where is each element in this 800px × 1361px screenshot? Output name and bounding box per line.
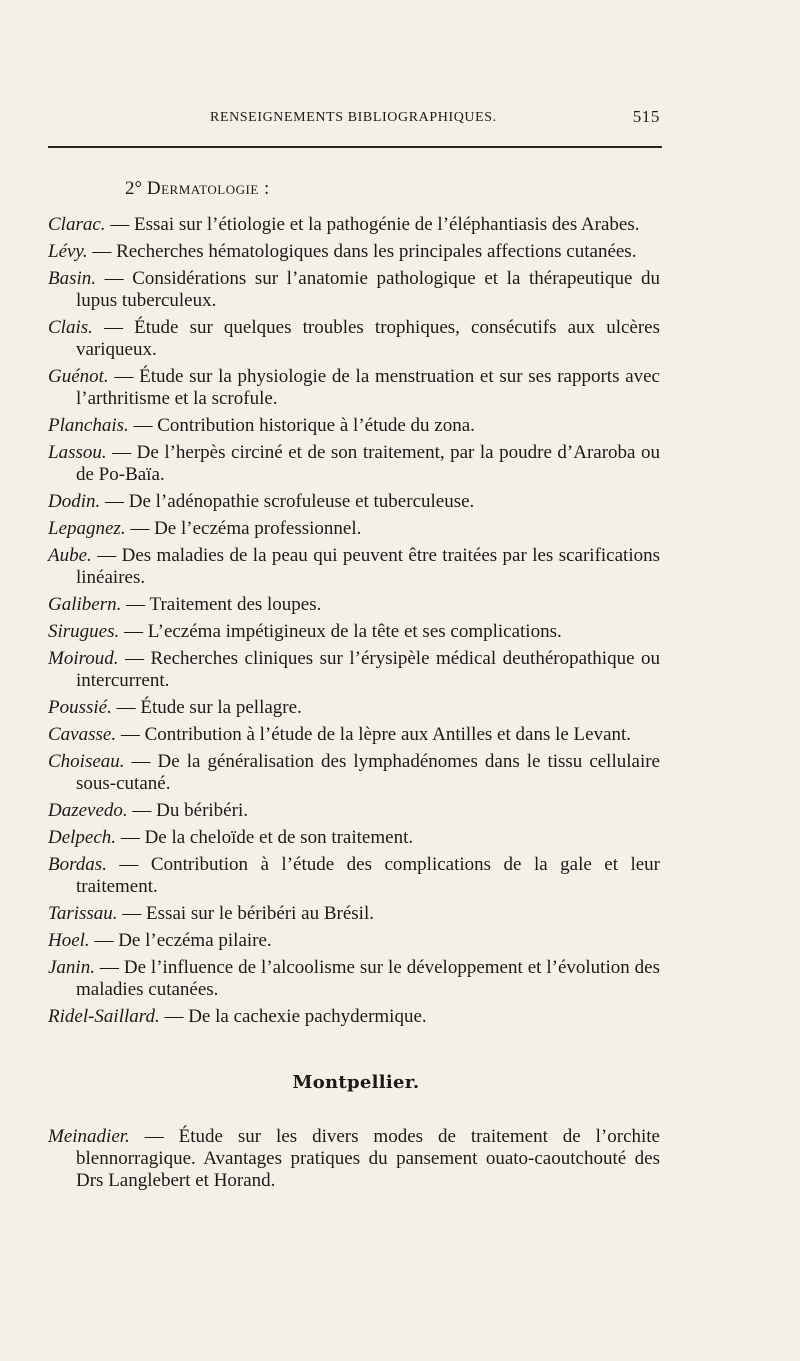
bibliography-entry xyxy=(48,268,660,312)
entry-author: Lassou. xyxy=(48,442,107,463)
bibliography-entry xyxy=(48,491,660,513)
entry-title: — Contribution à l’étude de la lèpre aux Antilles et dans le Levant. xyxy=(116,724,632,745)
entry-title: — De la généralisation des lymphadénomes dans le tissu cellulaire sous-cutané. xyxy=(76,751,660,794)
bibliography-entry xyxy=(48,648,660,692)
entry-author: Bordas. xyxy=(48,854,107,875)
entry-author: Planchais. xyxy=(48,415,129,436)
header-rule xyxy=(48,146,662,148)
bibliography-entry xyxy=(48,1006,660,1028)
entry-author: Choiseau. xyxy=(48,751,125,772)
entry-author: Dazevedo. xyxy=(48,800,128,821)
bibliography-entry xyxy=(48,903,660,925)
page-number: 515 xyxy=(632,107,660,126)
entry-title: — Des maladies de la peau qui peuvent être traitées par les scarifications linéaires. xyxy=(76,545,660,588)
bibliography-entry xyxy=(48,724,660,746)
city-heading: Montpellier. xyxy=(292,1072,420,1093)
entry-author: Aube. xyxy=(48,545,92,566)
entry-author: Meinadier. xyxy=(48,1126,130,1147)
entry-author: Dodin. xyxy=(48,491,101,512)
entry-author: Basin. xyxy=(48,268,97,289)
entry-title: — De l’eczéma professionnel. xyxy=(125,518,362,539)
section-number: 2° xyxy=(125,178,143,199)
entry-title: — De l’adénopathie scrofuleuse et tuberculeuse. xyxy=(100,491,475,512)
bibliography-entry xyxy=(48,415,660,437)
bibliography-entry xyxy=(48,241,660,263)
entry-author: Lepagnez. xyxy=(48,518,126,539)
bibliography-entry xyxy=(48,854,660,898)
entry-author: Janin. xyxy=(48,957,95,978)
entry-title: — Étude sur la physiologie de la menstruation et sur ses rapports avec l’arthritisme et la scrofule. xyxy=(76,366,660,409)
bibliography-entry xyxy=(48,751,660,795)
bibliography-entry xyxy=(48,594,660,616)
bibliography-list xyxy=(48,214,660,1033)
section-title: Dermatologie : xyxy=(146,178,270,199)
bibliography-entry xyxy=(48,930,660,952)
bibliography-entry xyxy=(48,442,660,486)
bibliography-entry xyxy=(48,621,660,643)
bibliography-entry xyxy=(48,957,660,1001)
entry-title: — De la cachexie pachydermique. xyxy=(159,1006,427,1027)
entry-author: Hoel. xyxy=(48,930,90,951)
entry-title: — Considérations sur l’anatomie pathologique et la thérapeutique du lupus tuberculeux. xyxy=(76,268,660,311)
entry-author: Guénot. xyxy=(48,366,109,387)
bibliography-entry xyxy=(48,518,660,540)
entry-title: — Recherches cliniques sur l’érysipèle médical deuthéropathique ou intercurrent. xyxy=(76,648,660,691)
entry-author: Cavasse. xyxy=(48,724,117,745)
entry-author: Sirugues. xyxy=(48,621,120,642)
entry-title: — L’eczéma impétigineux de la tête et ses complications. xyxy=(119,621,562,642)
bibliography-entry xyxy=(48,827,660,849)
entry-title: — Étude sur quelques troubles trophiques, consécutifs aux ulcères variqueux. xyxy=(76,317,660,360)
entry-author: Poussié. xyxy=(48,697,112,718)
entry-title: — Essai sur l’étiologie et la pathogénie de l’éléphantiasis des Arabes. xyxy=(105,214,640,235)
entry-author: Ridel-Saillard. xyxy=(48,1006,160,1027)
entry-author: Clarac. xyxy=(48,214,106,235)
bibliography-entry xyxy=(48,1126,660,1192)
entry-title: — Traitement des loupes. xyxy=(121,594,322,615)
entry-title: — Recherches hématologiques dans les principales affections cutanées. xyxy=(87,241,637,262)
entry-title: — De la cheloïde et de son traitement. xyxy=(116,827,414,848)
entry-author: Moiroud. xyxy=(48,648,119,669)
entry-author: Galibern. xyxy=(48,594,122,615)
running-title: RENSEIGNEMENTS BIBLIOGRAPHIQUES. xyxy=(210,110,497,125)
entry-title: — De l’influence de l’alcoolisme sur le développement et l’évolution des maladies cutanées. xyxy=(76,957,660,1000)
entry-title: — Essai sur le béribéri au Brésil. xyxy=(117,903,374,924)
bibliography-entry xyxy=(48,545,660,589)
entry-author: Clais. xyxy=(48,317,93,338)
entry-title: — Du béribéri. xyxy=(127,800,248,821)
entry-author: Tarissau. xyxy=(48,903,118,924)
bibliography-entry xyxy=(48,214,660,236)
section-heading xyxy=(125,178,270,200)
bibliography-list-montpellier xyxy=(48,1126,660,1197)
bibliography-entry xyxy=(48,697,660,719)
bibliography-entry xyxy=(48,317,660,361)
entry-author: Lévy. xyxy=(48,241,88,262)
entry-title: — Étude sur la pellagre. xyxy=(111,697,302,718)
bibliography-entry xyxy=(48,800,660,822)
entry-title: — De l’herpès circiné et de son traitement, par la poudre d’Araroba ou de Po-Baïa. xyxy=(76,442,660,485)
bibliography-entry xyxy=(48,366,660,410)
entry-title: — Contribution historique à l’étude du zona. xyxy=(128,415,475,436)
entry-title: — Étude sur les divers modes de traitement de l’orchite blennorragique. Avantages pratiques du pansement ouato-caoutchouté des Drs Langlebert et Horand. xyxy=(76,1126,660,1191)
entry-author: Delpech. xyxy=(48,827,117,848)
entry-title: — De l’eczéma pilaire. xyxy=(89,930,272,951)
entry-title: — Contribution à l’étude des complications de la gale et leur traitement. xyxy=(76,854,660,897)
